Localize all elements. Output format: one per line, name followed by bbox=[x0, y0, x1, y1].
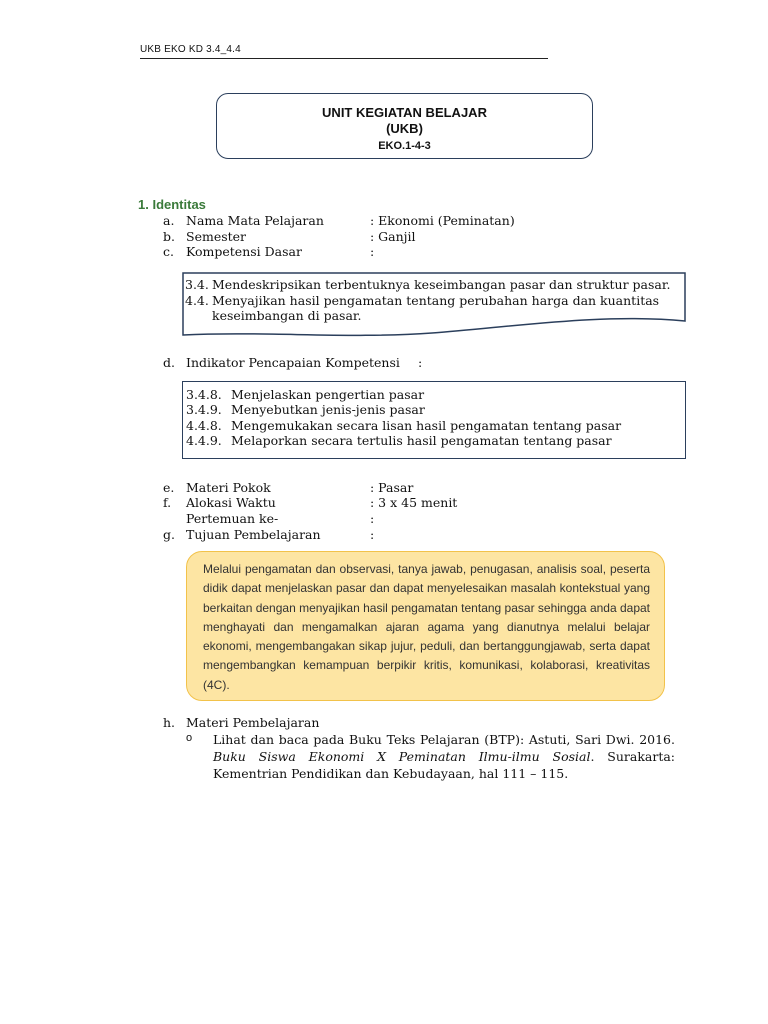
kompetensi-dasar-box bbox=[182, 271, 686, 335]
kd-item-text-continued: keseimbangan di pasar. bbox=[212, 308, 362, 323]
indikator-label: Indikator Pencapaian Kompetensi bbox=[186, 355, 400, 370]
identitas-value: : bbox=[370, 527, 375, 542]
bullet-icon: o bbox=[186, 732, 193, 744]
materi-letter: h. bbox=[163, 715, 176, 730]
indikator-text: Melaporkan secara tertulis hasil pengamatan tentang pasar bbox=[231, 433, 612, 448]
kd-item-number: 4.4. bbox=[185, 293, 209, 308]
title-box bbox=[216, 93, 593, 159]
identitas-value: : 3 x 45 menit bbox=[370, 495, 458, 510]
kd-item-text: Menyajikan hasil pengamatan tentang perubahan harga dan kuantitas bbox=[212, 293, 660, 308]
identitas-value: : Pasar bbox=[370, 480, 414, 495]
indikator-number: 3.4.9. bbox=[186, 402, 222, 417]
identitas-letter: e. bbox=[163, 480, 175, 495]
document-header-code: UKB EKO KD 3.4_4.4 bbox=[140, 44, 241, 55]
indikator-box bbox=[182, 381, 686, 459]
identitas-label: Kompetensi Dasar bbox=[186, 244, 302, 259]
identitas-value: : Ekonomi (Peminatan) bbox=[370, 213, 515, 228]
identitas-letter: b. bbox=[163, 229, 175, 244]
indikator-text: Mengemukakan secara lisan hasil pengamatan tentang pasar bbox=[231, 418, 622, 433]
section-identitas-title: 1. Identitas bbox=[138, 197, 206, 212]
indikator-colon: : bbox=[418, 355, 423, 370]
identitas-label: Semester bbox=[186, 229, 247, 244]
indikator-number: 4.4.8. bbox=[186, 418, 222, 433]
identitas-label: Materi Pokok bbox=[186, 480, 271, 495]
identitas-label: Nama Mata Pelajaran bbox=[186, 213, 324, 228]
identitas-value: : bbox=[370, 244, 375, 259]
reference-publisher: . Surakarta: Kementrian Pendidikan dan Kebudayaan, hal 111 – 115. bbox=[213, 749, 676, 781]
reference-book-title: Buku Siswa Ekonomi X Peminatan Ilmu-ilmu Sosial bbox=[213, 749, 591, 764]
materi-label: Materi Pembelajaran bbox=[186, 715, 320, 730]
title-line-3: EKO.1-4-3 bbox=[378, 140, 431, 152]
indikator-letter: d. bbox=[163, 355, 175, 370]
identitas-letter: a. bbox=[163, 213, 175, 228]
indikator-text: Menyebutkan jenis-jenis pasar bbox=[231, 402, 425, 417]
identitas-letter: f. bbox=[163, 495, 172, 510]
tujuan-pembelajaran-box: Melalui pengamatan dan observasi, tanya jawab, penugasan, analisis soal, peserta didik dapat menjelaskan pasar dan dapat menyelesaikan masalah kontekstual yang berkaitan dengan menyajikan hasil pengamatan tentang pasar sehingga anda dapat menghayati dan mengamalkan ajaran agama yang dianutnya melalui belajar ekonomi, mengembangakan sikap jujur, peduli, dan bertanggungjawab, serta dapat mengembangkan kemampuan berpikir kritis, komunikasi, kolaborasi, kreativitas (4C). bbox=[186, 551, 665, 701]
identitas-label: Alokasi Waktu bbox=[186, 495, 276, 510]
kd-item-text: Mendeskripsikan terbentuknya keseimbangan pasar dan struktur pasar. bbox=[212, 277, 671, 292]
identitas-value: : Ganjil bbox=[370, 229, 416, 244]
identitas-label: Tujuan Pembelajaran bbox=[186, 527, 321, 542]
indikator-number: 3.4.8. bbox=[186, 387, 222, 402]
indikator-text: Menjelaskan pengertian pasar bbox=[231, 387, 425, 402]
title-line-2: (UKB) bbox=[386, 121, 423, 136]
header-rule bbox=[140, 58, 548, 59]
identitas-label: Pertemuan ke- bbox=[186, 511, 279, 526]
title-line-1: UNIT KEGIATAN BELAJAR bbox=[322, 105, 487, 120]
indikator-number: 4.4.9. bbox=[186, 433, 222, 448]
kd-item-number: 3.4. bbox=[185, 277, 209, 292]
reference-text: Lihat dan baca pada Buku Teks Pelajaran (BTP): Astuti, Sari Dwi. 2016. bbox=[213, 732, 675, 747]
identitas-letter: c. bbox=[163, 244, 174, 259]
materi-reference bbox=[213, 731, 675, 782]
identitas-value: : bbox=[370, 511, 375, 526]
identitas-letter: g. bbox=[163, 527, 175, 542]
